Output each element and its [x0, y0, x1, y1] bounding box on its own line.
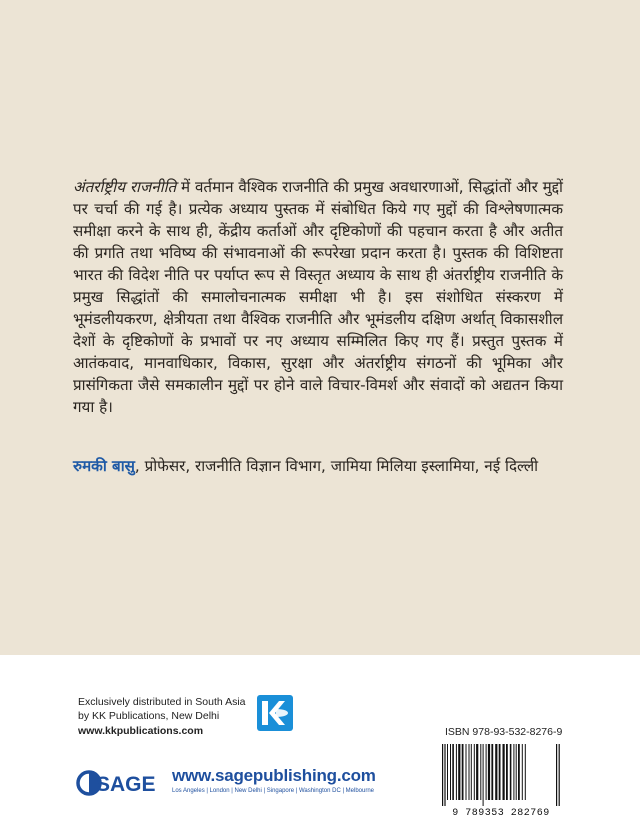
- barcode-bar: [483, 744, 484, 806]
- barcode-bar: [503, 744, 505, 800]
- barcode-bar: [466, 744, 467, 800]
- barcode-bar: [471, 744, 472, 800]
- distribution-info: [78, 696, 258, 739]
- barcode-bar: [456, 744, 457, 800]
- barcode-bar: [486, 744, 487, 800]
- author-affiliation: , प्रोफेसर, राजनीति विज्ञान विभाग, जामिया मिलिया इस्लामिया, नई दिल्ली: [134, 457, 539, 475]
- author-credit: [73, 455, 573, 477]
- barcode-bar: [513, 744, 514, 800]
- distribution-line-1: Exclusively distributed in South Asia: [78, 696, 246, 708]
- book-title-italic: अंतर्राष्ट्रीय राजनीति: [73, 178, 177, 196]
- isbn-label: ISBN 978-93-532-8276-9: [445, 726, 563, 738]
- barcode-bar: [450, 744, 451, 800]
- barcode-bar: [476, 744, 478, 800]
- barcode-bar: [559, 744, 560, 806]
- barcode-bar: [518, 744, 520, 800]
- barcode-bar: [442, 744, 443, 806]
- barcode-digits: 9 789353 282769: [452, 808, 550, 819]
- barcode: [440, 744, 562, 806]
- barcode-bar: [556, 744, 557, 806]
- kk-publications-logo-icon: [257, 695, 293, 731]
- barcode-bar: [462, 744, 464, 800]
- barcode-bar: [510, 744, 512, 800]
- sage-office-cities: Los Angeles | London | New Delhi | Singapore | Washington DC | Melbourne: [172, 788, 375, 794]
- barcode-bar: [491, 744, 493, 800]
- barcode-bar: [469, 744, 470, 800]
- barcode-bar: [499, 744, 501, 800]
- description-text: में वर्तमान वैश्विक राजनीति की प्रमुख अवधारणाओं, सिद्धांतों और मुद्दों पर चर्चा की गई है। प्रत्येक अध्याय पुस्तक में संबोधित किये गए मुद्दों की विश्लेषणात्मक समीक्षा करने के साथ ही, केंद्रीय कर्ताओं और दृष्टिकोणों की पहचान करता है और अतीत की प्रगति तथा भविष्य की संभावनाओं की रूपरेखा प्रदान करता है। पुस्तक की विशिष्टता भारत की विदेश नीति पर पर्याप्त रूप से विस्तृत अध्याय के साथ ही अंतर्राष्ट्रीय राजनीति के प्रमुख सिद्धांतों की समालोचनात्मक समीक्षा भी है। इस संशोधित संस्करण में भूमंडलीयकरण, क्षेत्रीयता तथा वैश्विक राजनीति और भूमंडलीय दक्षिण अर्थात् विकासशील देशों के दृष्टिकोणों के प्रभावों पर नए अध्याय सम्मिलित किए गए हैं। प्रस्तुत पुस्तक में आतंकवाद, मानवाधिकार, विकास, सुरक्षा और अंतर्राष्ट्रीय संगठनों की भूमिका और प्रासंगिकता जैसे समकालीन मुद्दों पर होने वाले विचार-विमर्श और संवादों को अद्यतन किया गया है।: [73, 178, 563, 416]
- author-name: रुमकी बासु: [73, 457, 135, 475]
- barcode-bar: [506, 744, 508, 800]
- barcode-bar: [525, 744, 526, 800]
- barcode-bar: [458, 744, 460, 800]
- book-description: [73, 176, 563, 418]
- barcode-area: [430, 742, 572, 822]
- barcode-bar: [480, 744, 481, 800]
- distribution-line-2: by KK Publications, New Delhi: [78, 709, 220, 722]
- barcode-bar: [444, 744, 445, 806]
- sage-logo: [76, 765, 168, 801]
- back-cover-lower: [0, 655, 640, 840]
- barcode-bar: [495, 744, 497, 800]
- kk-website-link[interactable]: www.kkpublications.com: [78, 725, 204, 737]
- sage-logo-text: SAGE: [96, 773, 156, 796]
- barcode-bar: [447, 744, 448, 800]
- barcode-bar: [474, 744, 475, 800]
- barcode-bar: [522, 744, 523, 800]
- barcode-bar: [488, 744, 490, 800]
- barcode-bar: [452, 744, 454, 800]
- barcode-bar: [516, 744, 517, 800]
- sage-website-link[interactable]: www.sagepublishing.com: [172, 766, 376, 785]
